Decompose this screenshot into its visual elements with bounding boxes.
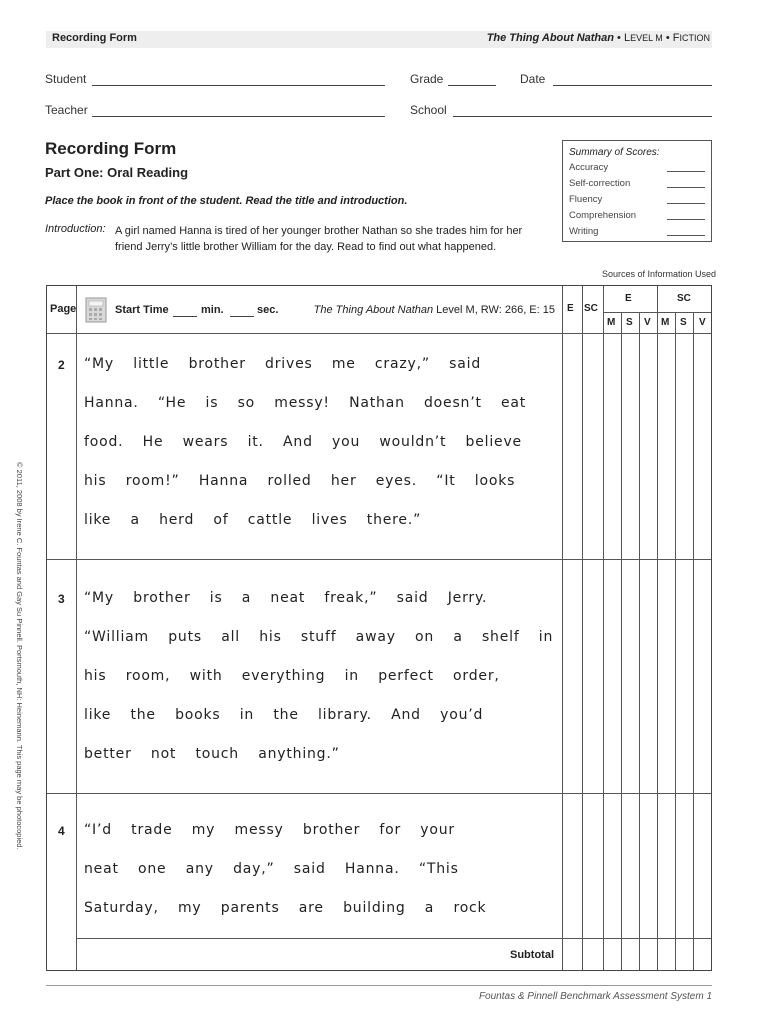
header-row-line xyxy=(47,333,711,334)
school-label: School xyxy=(410,103,447,117)
copyright-notice: © 2011, 2008 by Irene C. Fountas and Gay Su Pinnell. Portsmouth, NH: Heinemann. This page may be photocopied. xyxy=(15,462,24,850)
fluency-blank[interactable] xyxy=(667,192,705,204)
text-line: “My brother is a neat freak,” said Jerry. xyxy=(84,590,488,606)
e-structure-header: S xyxy=(626,317,633,328)
student-field[interactable] xyxy=(92,85,385,86)
text-line: better not touch anything.” xyxy=(84,746,340,762)
msv-column-divider xyxy=(603,286,604,970)
sc-column-divider xyxy=(582,286,583,970)
minutes-field[interactable] xyxy=(173,316,197,317)
self-correction-blank[interactable] xyxy=(667,176,705,188)
e-visual-header: V xyxy=(644,317,651,328)
text-line: neat one any day,” said Hanna. “This xyxy=(84,861,459,877)
col-divider xyxy=(657,286,658,970)
summary-of-scores xyxy=(562,140,712,242)
footer-text: Fountas & Pinnell Benchmark Assessment System 1 xyxy=(478,991,712,1002)
text-line: “I’d trade my messy brother for your xyxy=(84,822,455,838)
writing-blank[interactable] xyxy=(667,224,705,236)
page-number: 3 xyxy=(58,592,65,606)
table-book-title: The Thing About Nathan xyxy=(313,304,434,316)
page-number: 4 xyxy=(58,824,65,838)
sources-label: Sources of Information Used xyxy=(602,269,717,279)
teacher-label: Teacher xyxy=(45,103,88,117)
text-line: like a herd of cattle lives there.” xyxy=(84,512,422,528)
text-line: Hanna. “He is so messy! Nathan doesn’t eat xyxy=(84,395,527,411)
header-form-name: Recording Form xyxy=(52,32,137,44)
header-book-title: The Thing About Nathan xyxy=(486,32,614,44)
self-corrections-column-header: SC xyxy=(584,303,598,314)
start-time-label: Start Time xyxy=(115,304,169,316)
text-line: his room, with everything in perfect order, xyxy=(84,668,500,684)
book-level-info xyxy=(314,304,555,316)
reading-record-table xyxy=(46,285,712,971)
text-line: “William puts all his stuff away on a shelf in xyxy=(84,629,554,645)
col-divider xyxy=(621,312,622,970)
grade-label: Grade xyxy=(410,72,444,86)
col-divider xyxy=(639,312,640,970)
subtotal-line xyxy=(76,938,711,939)
text-line: his room!” Hanna rolled her eyes. “It looks xyxy=(84,473,516,489)
text-line: “My little brother drives me crazy,” said xyxy=(84,356,482,372)
student-label: Student xyxy=(45,72,87,86)
header-book-info xyxy=(487,32,710,44)
group-header-line xyxy=(603,312,711,313)
header-genre: ICTION xyxy=(679,33,710,43)
col-divider xyxy=(693,312,694,970)
minutes-label: min. xyxy=(201,304,224,316)
seconds-field[interactable] xyxy=(230,316,254,317)
e-column-divider xyxy=(562,286,563,970)
page-divider xyxy=(47,559,711,560)
sc-meaning-header: M xyxy=(661,317,670,328)
page-title: Recording Form xyxy=(45,139,177,158)
instruction-text: Place the book in front of the student. Read the title and introduction. xyxy=(45,195,408,207)
introduction-text: A girl named Hanna is tired of her younger brother Nathan so she trades him for her friend Jerry’s little brother William for the day. Read to find out what happened. xyxy=(115,225,523,253)
text-line: Saturday, my parents are building a rock xyxy=(84,900,487,916)
summary-comprehension: Comprehension xyxy=(569,210,637,221)
sc-visual-header: V xyxy=(699,317,706,328)
page-column-divider xyxy=(76,286,77,970)
header-level: EVEL M xyxy=(630,33,663,43)
page-number: 2 xyxy=(58,358,65,372)
subtotal-label: Subtotal xyxy=(510,949,554,961)
grade-field[interactable] xyxy=(448,85,496,86)
page-divider xyxy=(47,793,711,794)
summary-fluency: Fluency xyxy=(569,194,603,205)
date-label: Date xyxy=(520,72,546,86)
errors-sources-header: E xyxy=(625,293,632,304)
text-line: like the books in the library. And you’d xyxy=(84,707,484,723)
comprehension-blank[interactable] xyxy=(667,208,705,220)
accuracy-blank[interactable] xyxy=(667,160,705,172)
e-meaning-header: M xyxy=(607,317,616,328)
summary-title: Summary of Scores: xyxy=(569,147,660,158)
table-book-meta: Level M, RW: 266, E: 15 xyxy=(436,304,555,316)
header-level-initial: L xyxy=(623,32,631,44)
summary-accuracy: Accuracy xyxy=(569,162,609,173)
header-bullet: • xyxy=(617,32,621,44)
sc-structure-header: S xyxy=(680,317,687,328)
text-line: food. He wears it. And you wouldn’t believe xyxy=(84,434,522,450)
seconds-label: sec. xyxy=(257,304,279,316)
summary-writing: Writing xyxy=(569,226,599,237)
footer-divider xyxy=(46,985,712,986)
header-genre-initial: F xyxy=(672,32,680,44)
summary-self-correction: Self-correction xyxy=(569,178,631,189)
part-heading: Part One: Oral Reading xyxy=(45,165,189,180)
page-column-header: Page xyxy=(50,303,77,315)
errors-column-header: E xyxy=(567,303,574,314)
teacher-field[interactable] xyxy=(92,116,385,117)
date-field[interactable] xyxy=(553,85,712,86)
sc-sources-header: SC xyxy=(677,293,691,304)
col-divider xyxy=(675,312,676,970)
clock-icon xyxy=(83,294,109,324)
header-bullet: • xyxy=(665,32,670,44)
school-field[interactable] xyxy=(453,116,712,117)
introduction-label: Introduction: xyxy=(45,223,106,235)
